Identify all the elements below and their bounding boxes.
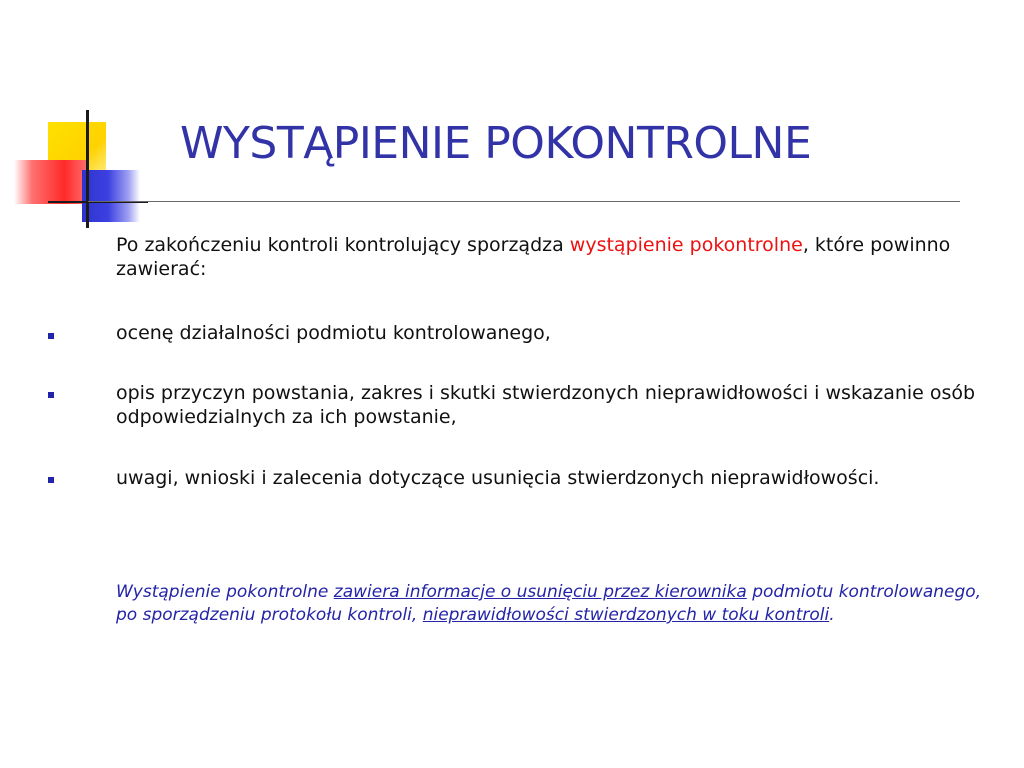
title-divider bbox=[88, 201, 960, 202]
bullet-marker-3 bbox=[48, 477, 54, 483]
bullet-marker-2 bbox=[48, 392, 54, 398]
list-item: uwagi, wnioski i zalecenia dotyczące usunięcia stwierdzonych nieprawidłowości. bbox=[116, 467, 880, 489]
summary-note bbox=[116, 581, 986, 627]
list-item: ocenę działalności podmiotu kontrolowanego, bbox=[116, 322, 551, 344]
list-item: opis przyczyn powstania, zakres i skutki stwierdzonych nieprawidłowości i wskazanie osób odpowiedzialnych za ich powstanie, bbox=[116, 382, 976, 428]
blue-square bbox=[82, 170, 140, 222]
intro-paragraph bbox=[116, 233, 986, 281]
note-underlined-2: nieprawidłowości stwierdzonych w toku kontroli bbox=[422, 605, 830, 625]
slide-title: WYSTĄPIENIE POKONTROLNE bbox=[180, 118, 812, 169]
note-part-3: . bbox=[829, 605, 835, 625]
red-square bbox=[14, 160, 86, 204]
intro-highlight: wystąpienie pokontrolne bbox=[569, 234, 803, 256]
intro-text-after: , które powinno zawierać: bbox=[116, 234, 951, 280]
note-underlined-1: zawiera informacje o usunięciu przez kierownika bbox=[333, 582, 747, 602]
intro-text-before: Po zakończeniu kontroli kontrolujący sporządza bbox=[116, 234, 570, 256]
note-part-1: Wystąpienie pokontrolne bbox=[116, 582, 334, 602]
note-part-2: podmiotu kontrolowanego, po sporządzeniu protokołu kontroli, bbox=[116, 582, 982, 625]
vertical-line bbox=[86, 110, 89, 228]
decorative-squares-logo bbox=[0, 0, 150, 230]
bullet-marker-1 bbox=[48, 333, 54, 339]
